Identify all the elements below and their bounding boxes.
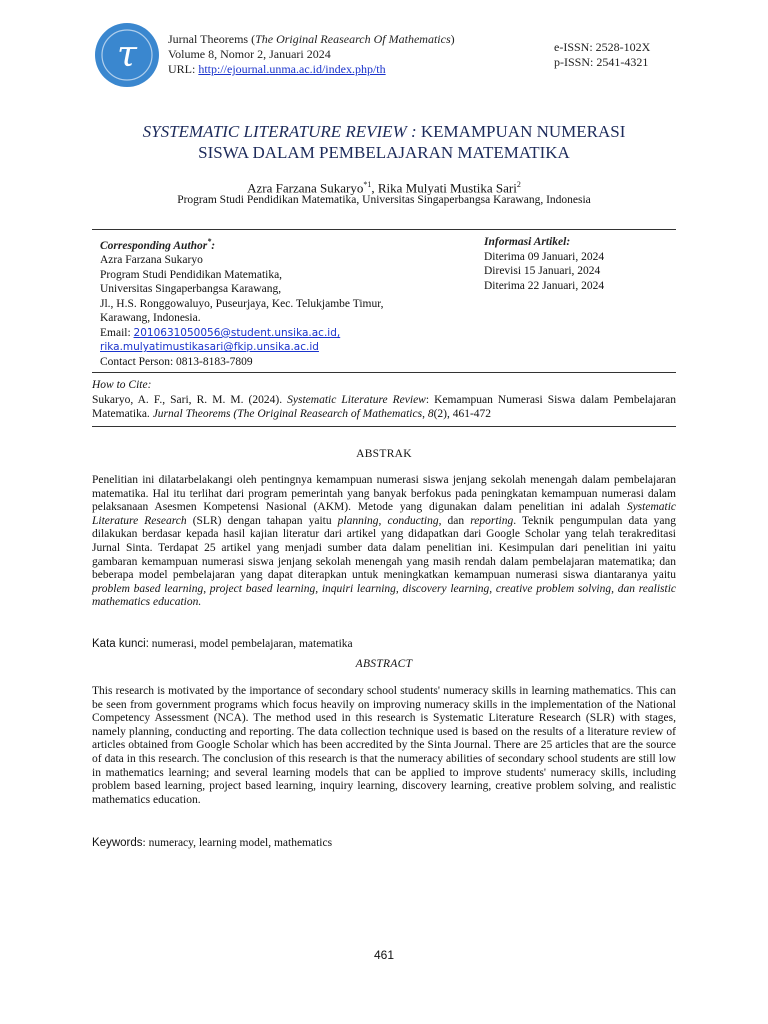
volume-info: Volume 8, Nomor 2, Januari 2024	[168, 47, 331, 61]
keywords: Keywords: numeracy, learning model, mathematics	[92, 837, 333, 849]
abstrak-paragraph: Penelitian ini dilatarbelakangi oleh pentingnya kemampuan numerasi siswa jenjang sekolah menengah dalam pembelajaran matematika. Hal itu terlihat dari program pemerintah yang banyak berfokus pada peningkatan kemampuan numerasi dalam pelaksanaan Asesmen Kompetensi Nasional (AKM). Metode yang digunakan dalam penelitian ini adalah Systematic Literature Research (SLR) dengan tahapan yaitu planning, conducting, dan reporting. Teknik pengumpulan data yang dilakukan berdasar kepada hasil kajian literatur dari artikel yang didapatkan dari Google Scholar yang telah terakreditasi Jurnal Sinta. Terdapat 25 artikel yang menjadi sumber data dalam penelitian ini. Kesimpulan dari penelitian ini yaitu gambaran kemampuan numerasi siswa jenjang sekolah menengah yang masih rendah dalam pembelajaran matematika; dan beberapa model pembelajaran yang dapat diterapkan untuk meningkatkan kemampuan numerasi siswa diantaranya yaitu problem based learning, project based learning, inquiri learning, discovery learning, creative problem solving, dan realistic mathematics education.	[92, 474, 677, 609]
abstract-paragraph: This research is motivated by the importance of secondary school students' numeracy skills in learning mathematics. This can be seen from government programs which focus heavily on improving numeracy skills in the implementation of the National Competency Assessment (NCA). The method used in this research is Systematic Literature Research (SLR) with stages, namely planning, conducting and reporting. The data collection technique used is based on the results of a literature review of articles obtained from Google Scholar which has been accredited by the Sinta Journal. There are 25 articles that are the source of data in this research. The conclusion of this research is that the numeracy abilities of secondary school students are still low in mathematics learning; and several learning models that can be applied to improve students' numeracy skills, including problem based learning, project based learning, inquiry learning, discovery learning, creative problem solving, and realistic mathematics education.	[92, 685, 676, 806]
abstract-heading: ABSTRACT	[355, 658, 413, 670]
how-to-cite: How to Cite: Sukaryo, A. F., Sari, R. M. M. (2024). Systematic Literature Review: Kemampuan Numerasi Siswa dalam Pembelajaran Matematika. Jurnal Theorems (The Original Reasearch of Mathematics, 8(2), 461-472	[92, 379, 676, 420]
issn-block	[554, 40, 650, 70]
divider	[92, 372, 676, 373]
abstrak-heading: ABSTRAK	[356, 448, 412, 460]
divider	[92, 229, 676, 230]
journal-url-link[interactable]: http://ejournal.unma.ac.id/index.php/th	[198, 62, 386, 76]
affiliation: Program Studi Pendidikan Matematika, Universitas Singaperbangsa Karawang, Indonesia	[177, 194, 591, 206]
page-number: 461	[373, 948, 395, 962]
author-list: Azra Farzana Sukaryo$^{*1}$, Rika Mulyati Mustika Sari$^2$	[247, 180, 521, 196]
journal-header: Jurnal Theorems (The Original Reasearch Of Mathematics) Volume 8, Nomor 2, Januari 2024 URL: http://ejournal.unma.ac.id/index.php/th	[168, 32, 455, 76]
logo-glyph: τ	[117, 34, 137, 75]
corresponding-author: Corresponding Author*: Azra Farzana Sukaryo Program Studi Pendidikan Matematika, Universitas Singaperbangsa Karawang, Jl., H.S. Ronggowaluyo, Puseurjaya, Kec. Telukjambe Timur, Karawang, Indonesia. Email: 2010631050056@student.unsika.ac.id, rika.mulyatimustikasari@fkip.unsika.ac.id Contact Person: 0813-8183-7809	[100, 237, 384, 368]
journal-logo	[94, 22, 160, 88]
contact-person: Contact Person: 0813-8183-7809	[100, 355, 253, 368]
kata-kunci: Kata kunci: numerasi, model pembelajaran, matematika	[92, 638, 353, 650]
eissn: e-ISSN: 2528-102X	[554, 40, 651, 54]
email-link-2[interactable]: rika.mulyatimustikasari@fkip.unsika.ac.id	[100, 341, 319, 354]
email-link-1[interactable]: 2010631050056@student.unsika.ac.id,	[133, 326, 341, 339]
pissn: p-ISSN: 2541-4321	[554, 55, 649, 69]
article-info: Informasi Artikel: Diterima 09 Januari, 2024 Direvisi 15 Januari, 2024 Diterima 22 Januari, 2024	[484, 236, 605, 292]
paper-title: SYSTEMATIC LITERATURE REVIEW : KEMAMPUAN NUMERASI SISWA DALAM PEMBELAJARAN MATEMATIKA	[142, 122, 626, 162]
divider	[92, 426, 676, 427]
